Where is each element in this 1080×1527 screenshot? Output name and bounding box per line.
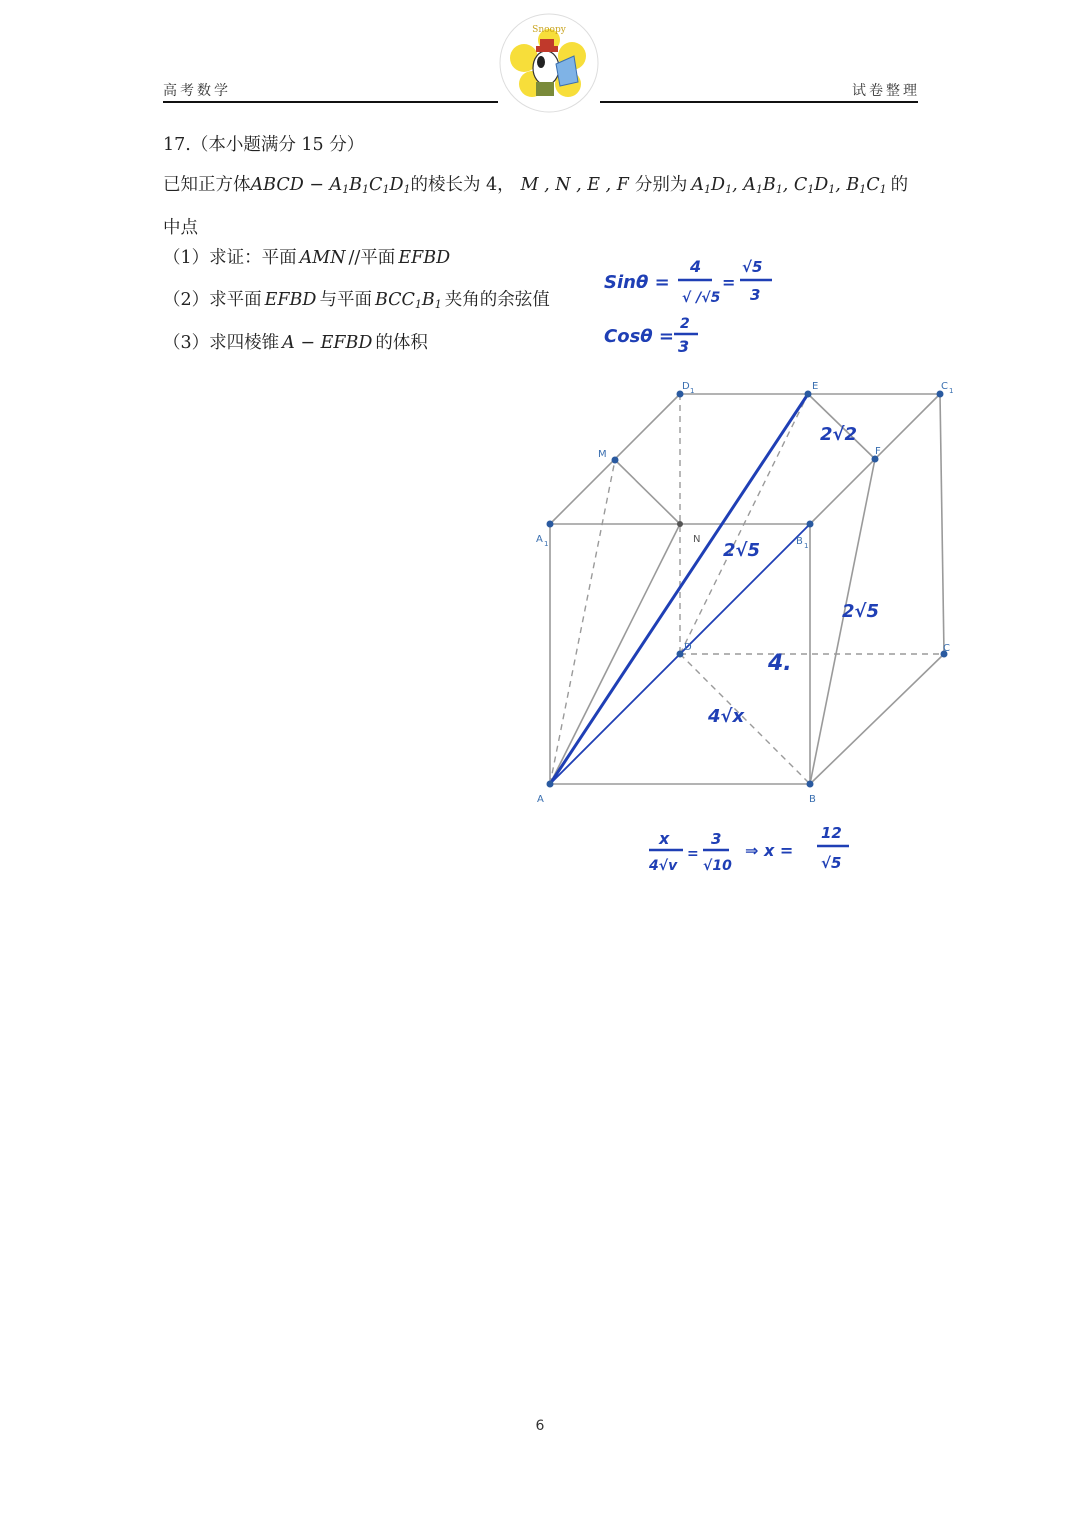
segment-mn [615,460,680,524]
edge-bc [810,654,944,784]
stem-text-4: 的 [890,175,909,195]
hw-cos-den: 3 [678,337,690,356]
header-collection: 试卷整理 [852,83,920,99]
hw-sin-val-num: √5 [742,258,763,276]
header-subject: 高考数学 [163,83,231,99]
label-n: N [693,534,701,545]
question-stem-line2: 中点 [163,218,198,238]
q3-prefix: （3）求四棱锥 [163,333,280,353]
header-rule-right [600,101,918,103]
point-d [677,651,684,658]
label-a: A [537,794,544,805]
label-b: B [809,794,816,805]
point-b [807,781,814,788]
segment-an [550,524,680,784]
q3-pyramid: A − EFBD [282,333,373,353]
point-e [805,391,812,398]
label-c1-sub: 1 [949,387,954,395]
header-rule-left [163,101,498,103]
hw-sin-val-den: 3 [750,286,761,304]
subquestion-3 [163,335,428,353]
q3-suffix: 的体积 [375,333,428,353]
cube-figure [520,372,960,812]
q2-suffix: 夹角的余弦值 [444,290,550,310]
q1-parallel: //平面 [348,248,396,268]
hw-length-db1: 2√5 [723,540,761,561]
hw-cos-lhs: Cosθ = [604,326,675,347]
hw-ratio-den1: 4√v [649,858,678,874]
q1-plane-amn: AMN [299,248,346,268]
label-e: E [812,381,819,392]
label-f: F [875,446,881,457]
label-d1: D [682,381,690,392]
q2-plane-bcc1b1: $BCC_1B_1$ [374,290,442,311]
stem-text-2: 的棱长为 4， [410,175,515,195]
point-b1 [807,521,814,528]
hw-cos-num: 2 [680,316,690,332]
subquestion-1 [163,250,450,268]
stem-text-3: 分别为 [634,175,688,195]
point-n [677,521,683,527]
label-b1-sub: 1 [804,542,809,550]
question-title: 17.（本小题满分 15 分） [163,135,365,155]
point-a [547,781,554,788]
cube-name: ABCD − $A_1B_1C_1D_1$ [250,175,411,196]
q1-prefix: （1）求证：平面 [163,248,297,268]
logo-text: Snoopy [532,25,566,35]
hw-length-ad: 4√x [708,706,745,727]
hw-ratio-den2: √10 [703,858,732,874]
q1-plane-efbd: EFBD [398,248,451,268]
hw-sin-num: 4 [690,257,702,276]
label-m: M [598,449,607,460]
stem-text-1: 已知正方体 [163,175,251,195]
question-stem-line1 [163,177,908,195]
label-b1: B [796,536,803,547]
hw-length-dc: 4. [768,651,792,676]
page-number: 6 [535,1418,545,1434]
handwritten-sin-cos [600,250,800,360]
label-a1: A [536,534,543,545]
point-a1 [547,521,554,528]
point-m [612,457,619,464]
edge-names: $A_1D_1$, $A_1B_1$, $C_1D_1$, $B_1C_1$ [691,175,887,196]
label-c1: C [941,381,948,392]
q2-mid: 与平面 [319,290,372,310]
hw-length-fb: 2√5 [842,601,880,622]
hw-sin-lhs: Sinθ = [604,272,670,293]
label-a1-sub: 1 [544,540,549,548]
snoopy-logo [498,12,600,114]
hw-ratio-arrow: ⇒ x = [745,841,794,860]
hw-ratio-num3: 12 [821,824,842,842]
hw-ratio-eq: = [687,846,699,862]
hw-sin-eq: = [722,273,736,292]
edge-cc1 [940,394,944,654]
midpoint-names: M , N , E , F [520,175,629,195]
label-c: C [943,643,950,654]
hw-sin-den: √ /√5 [682,290,721,306]
hw-ratio-den3: √5 [821,854,842,872]
hw-ratio-num2: 3 [711,830,722,848]
label-d1-sub: 1 [690,387,695,395]
q2-prefix: （2）求平面 [163,290,262,310]
hw-length-ef: 2√2 [820,424,858,445]
q2-plane-efbd: EFBD [264,290,317,310]
handwritten-ratio-equation [645,822,865,882]
label-d: D [684,642,692,653]
subquestion-2 [163,292,550,310]
hw-ratio-num1: x [659,829,670,848]
